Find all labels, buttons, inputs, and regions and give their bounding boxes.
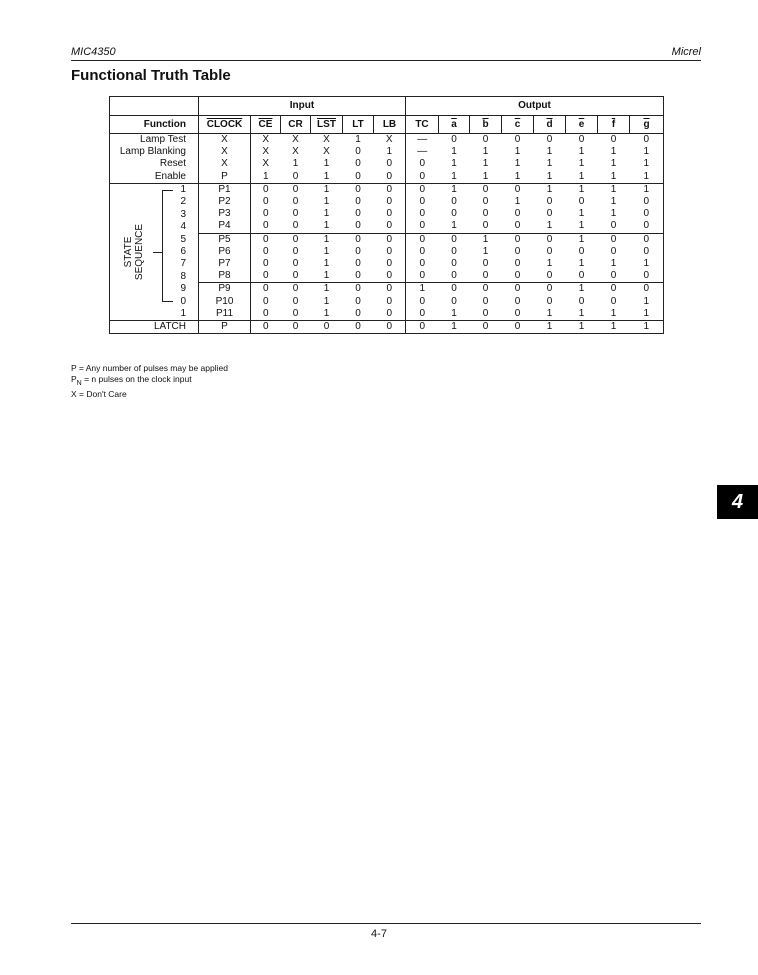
cell: 0 xyxy=(281,308,311,321)
column-header-b: $\overline{b}$ xyxy=(470,116,502,134)
cell: 1 xyxy=(566,308,598,321)
column-header-ce: $\overline{CE}$ xyxy=(251,116,281,134)
cell: 0 xyxy=(262,183,269,195)
cell: 1 xyxy=(578,233,585,245)
cell: 0 xyxy=(374,183,406,196)
cell: 0 xyxy=(343,171,374,184)
cell: 1 xyxy=(630,171,664,184)
cell: X xyxy=(262,134,270,146)
column-header-lt: LT xyxy=(343,116,374,134)
cell: P3 xyxy=(199,208,251,220)
cell: 0 xyxy=(578,134,585,146)
cell: 1 xyxy=(566,171,598,184)
cell: 0 xyxy=(292,208,299,220)
cell: 0 xyxy=(262,196,269,208)
cell: 1 xyxy=(439,308,470,321)
cell: 1 xyxy=(482,245,489,257)
cell: 0 xyxy=(546,245,553,257)
row-label: Reset xyxy=(110,158,199,170)
cell: 1 xyxy=(534,308,566,321)
cell: 0 xyxy=(406,320,439,333)
cell: 1 xyxy=(323,283,330,295)
cell: 0 xyxy=(374,208,406,220)
cell: 0 xyxy=(514,283,521,295)
state-sequence-label-cell xyxy=(110,183,199,320)
cell: 1 xyxy=(451,146,457,158)
state-number: 6 xyxy=(180,245,186,257)
sequence-bracket-tick xyxy=(153,252,162,253)
cell: 1 xyxy=(630,320,664,333)
cell: 1 xyxy=(311,220,343,233)
state-number: 5 xyxy=(180,233,186,245)
cell: 0 xyxy=(546,208,553,220)
state-number: 8 xyxy=(180,270,186,282)
cell: 1 xyxy=(323,196,330,208)
cell: 0 xyxy=(374,270,406,283)
cell: 0 xyxy=(451,283,457,295)
cell: 0 xyxy=(482,134,489,146)
cell: 0 xyxy=(578,196,585,208)
cell: 0 xyxy=(374,171,406,184)
page-number: 4-7 xyxy=(371,928,387,940)
cell: 0 xyxy=(610,233,617,245)
cell: 1 xyxy=(578,283,585,295)
column-header-d: $\overline{d}$ xyxy=(534,116,566,134)
cell: 1 xyxy=(292,158,299,170)
column-header-g: $\overline{g}$ xyxy=(630,116,664,134)
cell: 0 xyxy=(281,171,311,184)
cell: 0 xyxy=(514,295,521,307)
cell: 1 xyxy=(323,257,330,269)
cell: 1 xyxy=(630,158,664,170)
cell: 0 xyxy=(419,233,426,245)
cell: 0 xyxy=(406,220,439,233)
cell: 0 xyxy=(374,295,406,307)
cell: 0 xyxy=(514,233,521,245)
cell: 0 xyxy=(610,283,617,295)
cell: 1 xyxy=(470,171,502,184)
column-header-f: $\overline{f}$ xyxy=(598,116,630,134)
cell: 0 xyxy=(630,134,664,147)
cell: 1 xyxy=(610,208,617,220)
cell: 0 xyxy=(610,134,617,146)
state-number: 1 xyxy=(180,183,186,195)
cell: 0 xyxy=(355,158,361,170)
cell: 0 xyxy=(343,308,374,321)
cell: 0 xyxy=(502,220,534,233)
cell: 0 xyxy=(374,283,406,296)
cell: 1 xyxy=(630,258,664,270)
cell: 0 xyxy=(470,220,502,233)
state-number: 3 xyxy=(180,208,186,220)
cell: 0 xyxy=(514,183,521,195)
page-title: Functional Truth Table xyxy=(71,67,231,84)
header-company: Micrel xyxy=(671,46,701,58)
cell: P2 xyxy=(199,196,251,208)
cell: X xyxy=(323,134,330,146)
cell: 1 xyxy=(630,146,664,158)
cell: 1 xyxy=(323,233,330,245)
cell: 0 xyxy=(482,196,489,208)
cell: 1 xyxy=(630,308,664,321)
cell: 1 xyxy=(610,196,617,208)
cell: 0 xyxy=(343,220,374,233)
cell: 1 xyxy=(630,183,664,196)
cell: 0 xyxy=(406,270,439,283)
note-pn: $P_N = n$ pulses on the clock input xyxy=(71,374,192,387)
cell: 0 xyxy=(292,196,299,208)
cell: 0 xyxy=(292,295,299,307)
cell: 1 xyxy=(514,196,521,208)
cell: 0 xyxy=(374,246,406,258)
cell: 1 xyxy=(323,183,330,195)
cell: 0 xyxy=(406,171,439,184)
cell: 1 xyxy=(610,158,617,170)
cell: 0 xyxy=(374,196,406,208)
cell: 0 xyxy=(451,134,457,146)
cell: 0 xyxy=(251,220,281,233)
cell: 0 xyxy=(262,257,269,269)
cell: P11 xyxy=(199,308,251,321)
cell: 0 xyxy=(630,246,664,258)
cell: 0 xyxy=(630,233,664,246)
cell: 1 xyxy=(598,320,630,333)
cell: 1 xyxy=(451,183,457,195)
table-row xyxy=(110,134,664,147)
cell: 0 xyxy=(262,208,269,220)
cell: 0 xyxy=(311,320,343,333)
cell: 1 xyxy=(578,183,585,195)
cell: 0 xyxy=(630,270,664,283)
cell: 0 xyxy=(355,295,361,307)
cell: X xyxy=(199,146,251,158)
table-row xyxy=(110,183,664,196)
state-number: 9 xyxy=(180,282,186,294)
cell: 0 xyxy=(546,134,553,146)
cell: 1 xyxy=(482,146,489,158)
cell: 0 xyxy=(630,208,664,220)
cell: 0 xyxy=(262,283,269,295)
cell: 1 xyxy=(514,158,521,170)
cell: 0 xyxy=(355,233,361,245)
cell: X xyxy=(199,158,251,170)
cell: 0 xyxy=(281,220,311,233)
cell: — xyxy=(417,146,428,158)
cell: 1 xyxy=(578,257,585,269)
cell: 1 xyxy=(374,146,406,158)
cell: 0 xyxy=(419,158,426,170)
cell: 0 xyxy=(546,283,553,295)
notes xyxy=(71,363,228,400)
cell: 1 xyxy=(578,208,585,220)
cell: 1 xyxy=(566,220,598,233)
cell: 0 xyxy=(470,320,502,333)
cell: 1 xyxy=(546,158,553,170)
row-label: Enable xyxy=(110,171,199,184)
state-number: 4 xyxy=(180,220,186,232)
cell: 0 xyxy=(374,308,406,321)
cell: 0 xyxy=(355,196,361,208)
cell: 0 xyxy=(292,245,299,257)
column-header-a: $\overline{a}$ xyxy=(439,116,470,134)
column-header-clock: CLOCK xyxy=(199,116,251,134)
cell: 0 xyxy=(578,245,585,257)
cell: 0 xyxy=(281,320,311,333)
cell: 1 xyxy=(546,183,553,195)
cell: 1 xyxy=(251,171,281,184)
cell: 0 xyxy=(546,196,553,208)
cell: 0 xyxy=(451,257,457,269)
cell: 1 xyxy=(502,171,534,184)
cell: 0 xyxy=(502,270,534,283)
cell: 1 xyxy=(451,158,457,170)
cell: 0 xyxy=(630,220,664,233)
state-label-line1: STATE xyxy=(123,236,134,268)
cell: 0 xyxy=(419,257,426,269)
cell: 1 xyxy=(323,208,330,220)
cell: 1 xyxy=(534,171,566,184)
cell: — xyxy=(417,134,428,146)
cell: P1 xyxy=(199,183,251,196)
cell: 1 xyxy=(546,146,553,158)
cell: 0 xyxy=(470,270,502,283)
cell: 0 xyxy=(514,245,521,257)
cell: X xyxy=(262,158,270,170)
cell: 1 xyxy=(630,295,664,307)
state-label-line2: SEQUENCE xyxy=(134,223,145,280)
cell: 1 xyxy=(546,257,553,269)
cell: 0 xyxy=(630,283,664,296)
cell: 0 xyxy=(251,320,281,333)
cell: 1 xyxy=(439,320,470,333)
cell: 1 xyxy=(323,158,330,170)
cell: 0 xyxy=(374,320,406,333)
cell: P6 xyxy=(199,246,251,258)
note-dont-care: X = Don't Care xyxy=(71,388,127,399)
cell: 1 xyxy=(355,134,361,146)
cell: 0 xyxy=(292,257,299,269)
row-label: Lamp Blanking xyxy=(110,146,199,158)
cell: P4 xyxy=(199,220,251,233)
cell: 1 xyxy=(578,146,585,158)
state-number: 0 xyxy=(180,295,186,307)
cell: 0 xyxy=(610,245,617,257)
cell: P xyxy=(199,171,251,184)
cell: 0 xyxy=(262,295,269,307)
state-number: 2 xyxy=(180,195,186,207)
cell: 0 xyxy=(419,295,426,307)
note-pulses: P = Any number of pulses may be applied xyxy=(71,363,228,373)
cell: 0 xyxy=(262,233,269,245)
cell: 0 xyxy=(281,270,311,283)
table-row xyxy=(110,146,664,158)
cell: 0 xyxy=(451,245,457,257)
column-header-lb: LB xyxy=(374,116,406,134)
table-row xyxy=(110,158,664,170)
cell: P xyxy=(199,320,251,333)
cell: 1 xyxy=(439,220,470,233)
cell: 0 xyxy=(374,220,406,233)
cell: 0 xyxy=(598,220,630,233)
cell: 1 xyxy=(311,171,343,184)
column-header-tc: TC xyxy=(406,116,439,134)
cell: 1 xyxy=(610,146,617,158)
cell: 0 xyxy=(262,245,269,257)
cell: X xyxy=(323,146,330,158)
cell: 0 xyxy=(514,134,521,146)
cell: 0 xyxy=(355,183,361,195)
cell: 0 xyxy=(251,270,281,283)
truth-table xyxy=(109,96,664,334)
cell: 0 xyxy=(482,208,489,220)
cell: 0 xyxy=(355,283,361,295)
cell: P10 xyxy=(199,295,251,307)
cell: 0 xyxy=(251,308,281,321)
cell: 0 xyxy=(355,257,361,269)
cell: 0 xyxy=(451,208,457,220)
cell: 0 xyxy=(482,257,489,269)
cell: 0 xyxy=(419,245,426,257)
cell: 0 xyxy=(451,295,457,307)
cell: 1 xyxy=(514,146,521,158)
cell: 1 xyxy=(534,220,566,233)
state-number: 7 xyxy=(180,257,186,269)
cell: 0 xyxy=(451,196,457,208)
state-sequence-label xyxy=(123,222,145,282)
cell: X xyxy=(292,146,299,158)
footer-rule xyxy=(71,923,701,924)
cell: 1 xyxy=(598,171,630,184)
cell: 1 xyxy=(610,183,617,195)
cell: 0 xyxy=(374,233,406,246)
row-label: LATCH xyxy=(110,320,199,333)
cell: 0 xyxy=(292,283,299,295)
state-number: 1 xyxy=(180,307,186,319)
cell: 0 xyxy=(292,233,299,245)
cell: P7 xyxy=(199,258,251,270)
table-row xyxy=(110,320,664,333)
group-output-header: Output xyxy=(406,97,664,116)
cell: 0 xyxy=(355,146,361,158)
cell: 1 xyxy=(311,270,343,283)
cell: 1 xyxy=(482,158,489,170)
cell: 1 xyxy=(311,308,343,321)
cell: 0 xyxy=(419,196,426,208)
cell: 0 xyxy=(630,196,664,208)
cell: 0 xyxy=(470,308,502,321)
function-column-header: Function xyxy=(110,116,199,134)
cell: 0 xyxy=(546,233,553,245)
section-tab-marker: 4 xyxy=(717,485,758,519)
cell: 0 xyxy=(355,245,361,257)
cell: 0 xyxy=(419,208,426,220)
cell: P9 xyxy=(199,283,251,296)
column-header-c: $\overline{c}$ xyxy=(502,116,534,134)
cell: 0 xyxy=(514,208,521,220)
cell: 0 xyxy=(451,233,457,245)
cell: 0 xyxy=(482,295,489,307)
group-input-header: Input xyxy=(199,97,406,116)
header-rule xyxy=(71,60,701,61)
cell: 0 xyxy=(292,183,299,195)
cell: 0 xyxy=(502,320,534,333)
cell: 0 xyxy=(419,183,426,195)
cell: 0 xyxy=(534,270,566,283)
cell: 0 xyxy=(566,270,598,283)
cell: 1 xyxy=(439,171,470,184)
cell: 0 xyxy=(482,183,489,195)
cell: X xyxy=(262,146,270,158)
cell: 1 xyxy=(419,283,426,295)
header-part-number: MIC4350 xyxy=(71,46,116,58)
cell: 1 xyxy=(578,158,585,170)
cell: 1 xyxy=(323,295,330,307)
cell: 0 xyxy=(502,308,534,321)
cell: 0 xyxy=(439,270,470,283)
cell: 0 xyxy=(343,270,374,283)
cell: 1 xyxy=(323,245,330,257)
cell: 0 xyxy=(482,283,489,295)
cell: 0 xyxy=(355,208,361,220)
cell: 0 xyxy=(610,295,617,307)
cell: 0 xyxy=(343,320,374,333)
cell: 1 xyxy=(482,233,489,245)
cell: 1 xyxy=(534,320,566,333)
cell: X xyxy=(199,134,251,147)
cell: 0 xyxy=(598,270,630,283)
cell: 0 xyxy=(546,295,553,307)
column-header-cr: CR xyxy=(281,116,311,134)
cell: 0 xyxy=(374,158,406,170)
cell: P5 xyxy=(199,233,251,246)
row-label: Lamp Test xyxy=(110,134,199,147)
table-row xyxy=(110,171,664,184)
cell: 0 xyxy=(374,258,406,270)
cell: X xyxy=(374,134,406,147)
cell: 1 xyxy=(610,257,617,269)
cell: 1 xyxy=(598,308,630,321)
cell: 0 xyxy=(406,308,439,321)
column-header-e: $\overline{e}$ xyxy=(566,116,598,134)
cell: 0 xyxy=(514,257,521,269)
cell: P8 xyxy=(199,270,251,283)
cell: 1 xyxy=(566,320,598,333)
column-header-lst: $\overline{LST}$ xyxy=(311,116,343,134)
sequence-bracket xyxy=(162,190,173,302)
cell: 0 xyxy=(578,295,585,307)
cell: X xyxy=(292,134,299,146)
